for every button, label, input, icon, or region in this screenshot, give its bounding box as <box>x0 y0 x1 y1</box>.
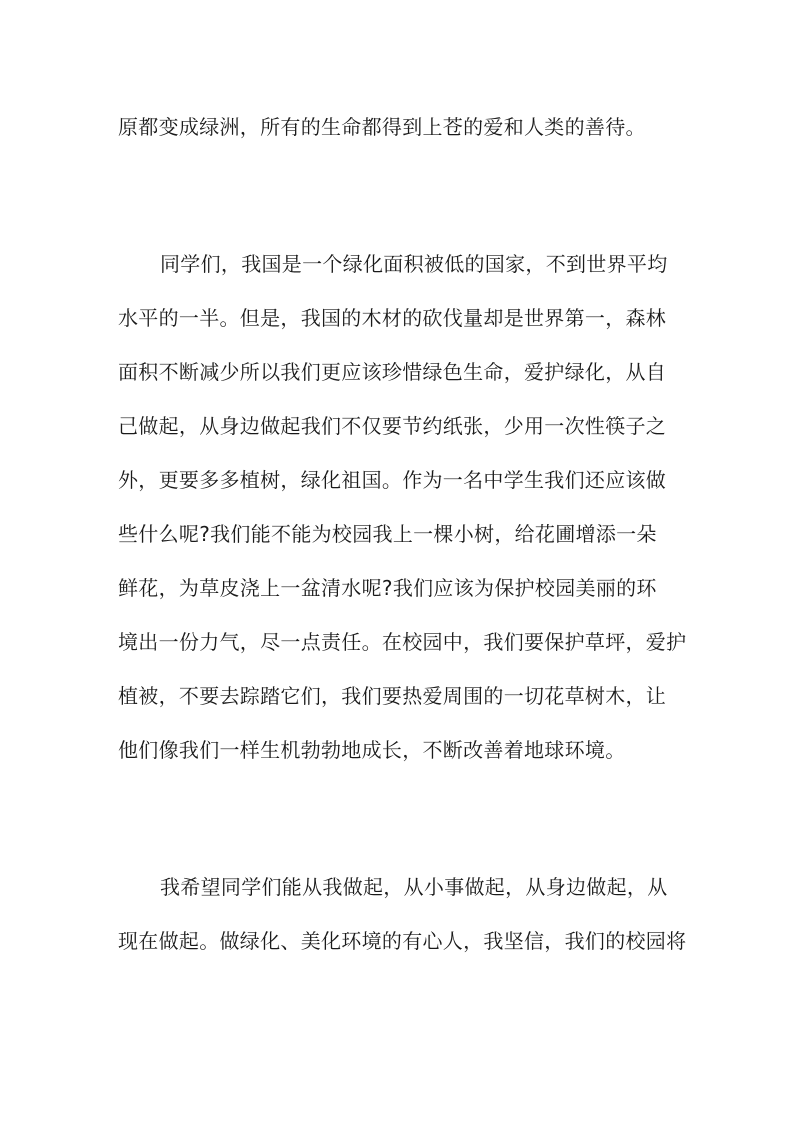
paragraph-3-line-2: 现在做起。做绿化、美化环境的有心人，我坚信，我们的校园将 <box>118 929 687 953</box>
paragraph-2-line-6: 些什么呢?我们能不能为校园我上一棵小树，给花圃增添一朵 <box>118 522 657 546</box>
paragraph-1-line-1: 原都变成绿洲，所有的生命都得到上苍的爱和人类的善待。 <box>118 115 646 139</box>
paragraph-2-line-3: 面积不断减少所以我们更应该珍惜绿色生命，爱护绿化，从自 <box>118 360 667 384</box>
paragraph-2-line-9: 植被，不要去踪踏它们，我们要热爱周围的一切花草树木，让 <box>118 684 667 708</box>
paragraph-2-line-7: 鲜花，为草皮浇上一盆清水呢?我们应该为保护校园美丽的环 <box>118 576 657 600</box>
paragraph-2-line-5: 外，更要多多植树，绿化祖国。作为一名中学生我们还应该做 <box>118 468 667 492</box>
paragraph-2-line-2: 水平的一半。但是，我国的木材的砍伐量却是世界第一，森林 <box>118 306 667 330</box>
paragraph-2-line-10: 他们像我们一样生机勃勃地成长，不断改善着地球环境。 <box>118 738 626 762</box>
paragraph-2-line-8: 境出一份力气，尽一点责任。在校园中，我们要保护草坪，爱护 <box>118 630 687 654</box>
paragraph-2-line-4: 己做起，从身边做起我们不仅要节约纸张，少用一次性筷子之 <box>118 414 667 438</box>
paragraph-2-line-1: 同学们，我国是一个绿化面积被低的国家，不到世界平均 <box>160 252 668 276</box>
paragraph-3-line-1: 我希望同学们能从我做起，从小事做起，从身边做起，从 <box>160 875 668 899</box>
